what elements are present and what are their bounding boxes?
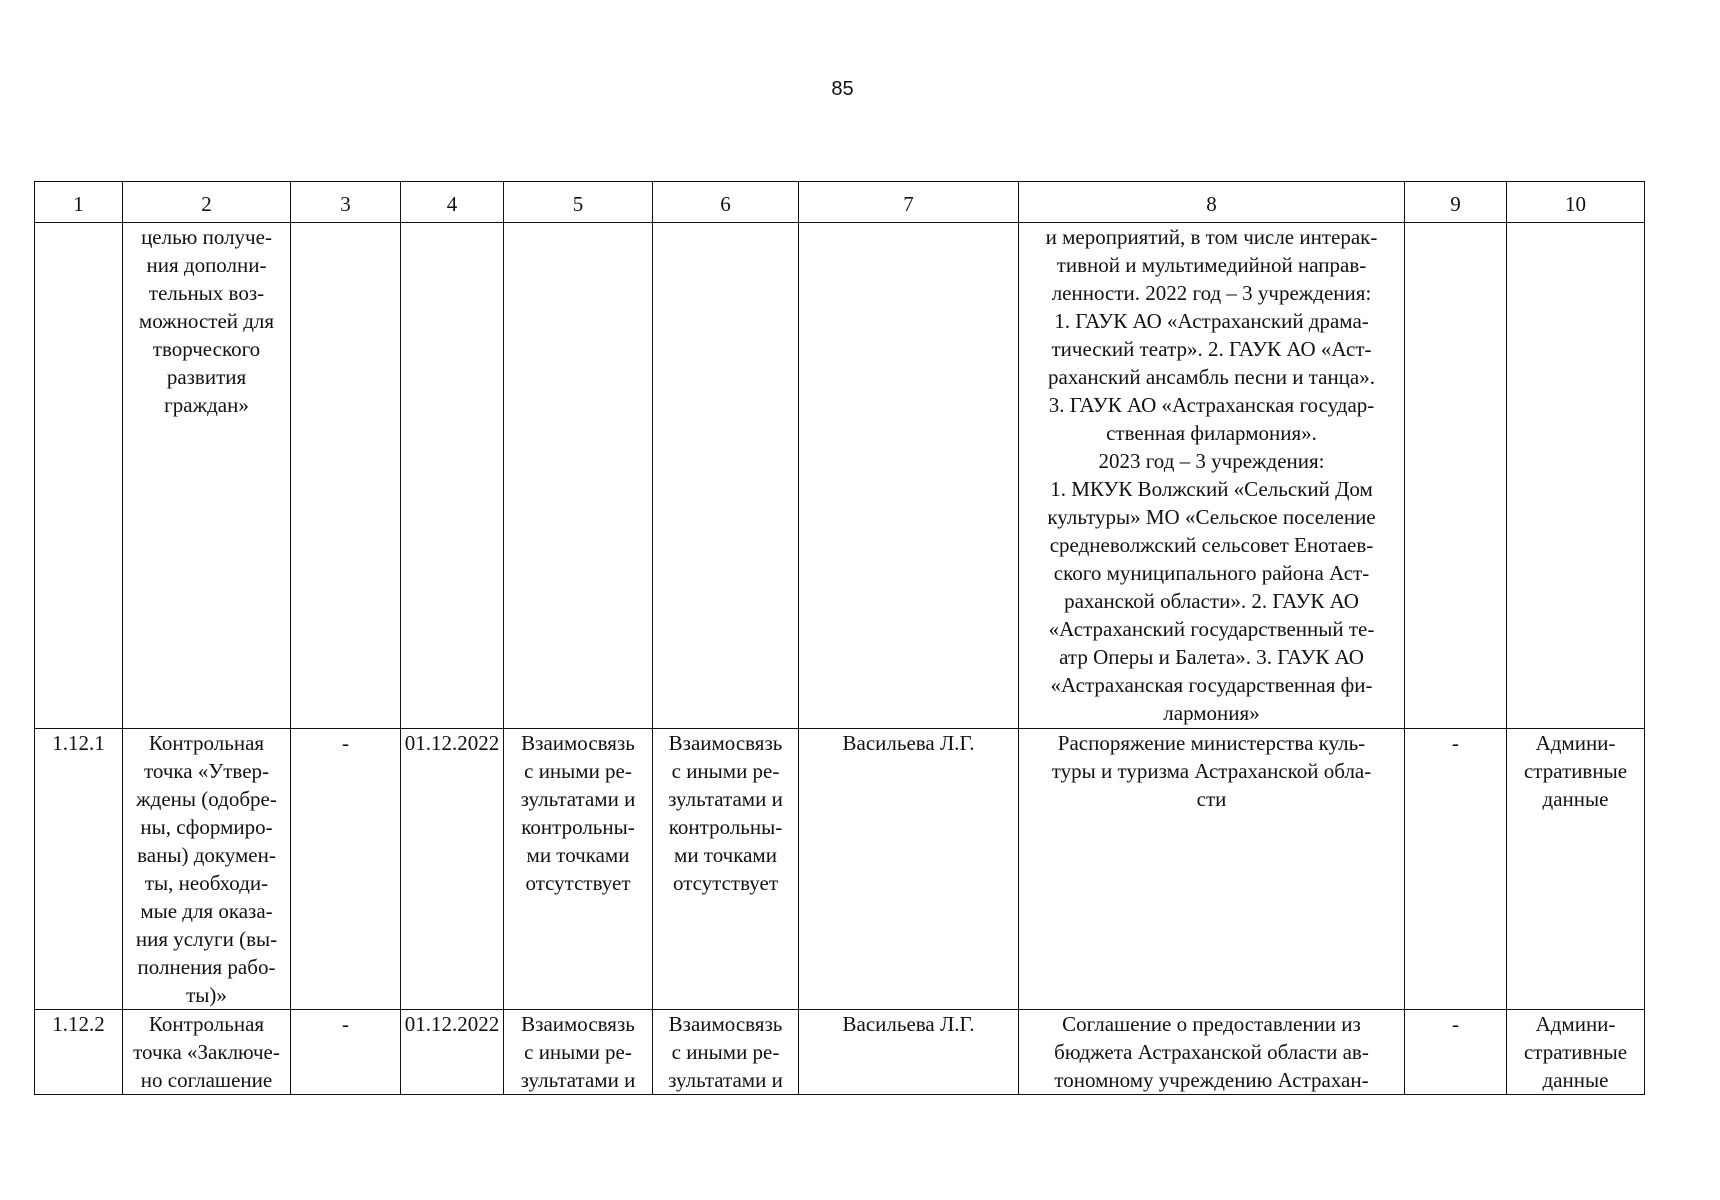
cell-col9 <box>1405 223 1507 729</box>
cell-data-source: Админи- стративные данные <box>1507 1010 1645 1095</box>
cell-successor: Взаимосвязь с иными ре- зультатами и контрольны- ми точками отсутствует <box>653 729 799 1010</box>
cell-number: 1.12.2 <box>35 1010 123 1095</box>
cell-responsible: Васильева Л.Г. <box>799 729 1019 1010</box>
cell-predecessor: Взаимосвязь с иными ре- зультатами и <box>504 1010 653 1095</box>
cell-number <box>35 223 123 729</box>
table-row-1-12-1 <box>35 729 1645 1010</box>
column-header-3: 3 <box>291 182 401 223</box>
cell-col3: - <box>291 729 401 1010</box>
cell-name: Контрольная точка «Утвер- ждены (одобре- ны, сформиро- ваны) докумен- ты, необходи- мые для оказа- ния услуги (вы- полнения рабо- ты)» <box>123 729 291 1010</box>
header-row <box>35 182 1645 223</box>
cell-responsible <box>799 223 1019 729</box>
column-header-6: 6 <box>653 182 799 223</box>
cell-col9: - <box>1405 1010 1507 1095</box>
column-header-5: 5 <box>504 182 653 223</box>
cell-col3: - <box>291 1010 401 1095</box>
cell-predecessor <box>504 223 653 729</box>
cell-document: и мероприятий, в том числе интерак- тивной и мультимедийной направ- ленности. 2022 год – 3 учреждения: 1. ГАУК АО «Астраханский драма- тический театр». 2. ГАУК АО «Аст- раханский ансамбль песни и танца». 3. ГАУК АО «Астраханская государ- ственная филармония». 2023 год – 3 учреждения: 1. МКУК Волжский «Сельский Дом культуры» МО «Сельское поселение средневолжский сельсовет Енотаев- ского муниципального района Аст- раханской области». 2. ГАУК АО «Астраханский государственный те- атр Оперы и Балета». 3. ГАУК АО «Астраханская государственная фи- лармония» <box>1019 223 1405 729</box>
table-row-continuation <box>35 223 1645 729</box>
column-header-2: 2 <box>123 182 291 223</box>
page-number: 85 <box>831 78 854 100</box>
cell-name: Контрольная точка «Заключе- но соглашение <box>123 1010 291 1095</box>
control-points-table <box>34 181 1645 1095</box>
cell-document: Соглашение о предоставлении из бюджета Астраханской области ав- тономному учреждению Астрахан- <box>1019 1010 1405 1095</box>
column-header-4: 4 <box>401 182 504 223</box>
cell-name: целью получе- ния дополни- тельных воз- можностей для творческого развития граждан» <box>123 223 291 729</box>
cell-responsible: Васильева Л.Г. <box>799 1010 1019 1095</box>
column-header-7: 7 <box>799 182 1019 223</box>
cell-data-source <box>1507 223 1645 729</box>
cell-predecessor: Взаимосвязь с иными ре- зультатами и контрольны- ми точками отсутствует <box>504 729 653 1010</box>
cell-date: 01.12.2022 <box>401 729 504 1010</box>
column-header-9: 9 <box>1405 182 1507 223</box>
cell-date: 01.12.2022 <box>401 1010 504 1095</box>
cell-document: Распоряжение министерства куль- туры и туризма Астраханской обла- сти <box>1019 729 1405 1010</box>
cell-successor <box>653 223 799 729</box>
column-header-8: 8 <box>1019 182 1405 223</box>
table-row-1-12-2 <box>35 1010 1645 1095</box>
cell-number: 1.12.1 <box>35 729 123 1010</box>
cell-col9: - <box>1405 729 1507 1010</box>
cell-date <box>401 223 504 729</box>
cell-col3 <box>291 223 401 729</box>
cell-successor: Взаимосвязь с иными ре- зультатами и <box>653 1010 799 1095</box>
cell-data-source: Админи- стративные данные <box>1507 729 1645 1010</box>
column-header-10: 10 <box>1507 182 1645 223</box>
column-header-1: 1 <box>35 182 123 223</box>
